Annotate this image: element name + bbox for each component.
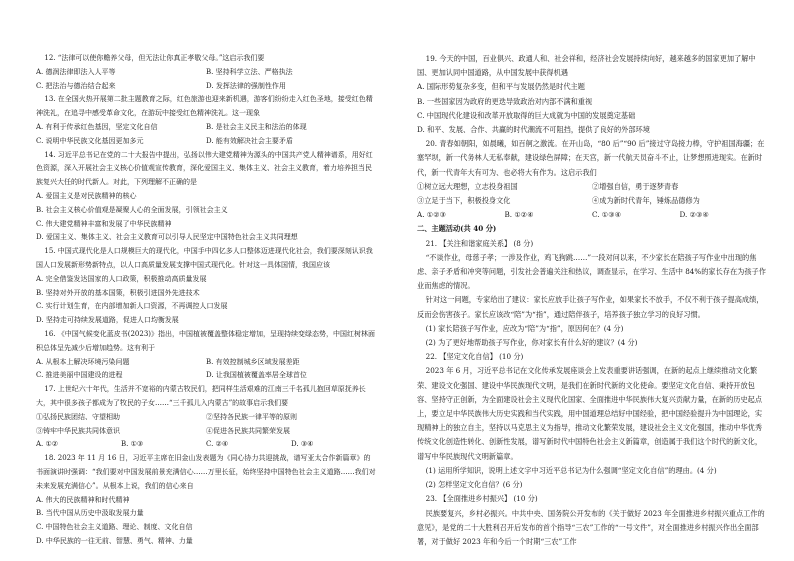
option-b: B. 有效控制城乡区域发展差距 xyxy=(206,357,300,366)
option-c: C. 中国特色社会主义道路、理论、制度、文化自信 xyxy=(36,523,193,532)
statement-4: ④促进各民族共同繁荣发展 xyxy=(206,426,290,435)
option-b: B. 社会主义核心价值观是凝聚人心的全面发展，引领社会主义 xyxy=(36,205,228,214)
statement-1: ①弘扬民族团结、守望相助 xyxy=(36,412,120,421)
sub-question-1: (1) 运用所学知识，说明上述文字中习近平总书记为什么强调“坚定文化自信”的理由。(4 分) xyxy=(425,465,717,475)
option-c: C. 推进美丽中国建设的进程 xyxy=(36,371,123,380)
option-c: C. 实行计划生育，在内部增加新人口资源，不再调控人口发展 xyxy=(36,302,228,311)
option-d: D. 坚持走可持续发展道路，促进人口均衡发展 xyxy=(36,316,179,325)
option-a: A. 从根本上解决环境污染问题 xyxy=(36,357,130,366)
question-stem: 14. 习近平总书记在党的二十大报告中提出，弘扬以伟大建党精神为源头的中国共产党人精神谱系，用好红色资源，深入开展社会主义核心价值观宣传教育，深化爱国主义、集体主义、社会主义教育，着力培养担当民族复兴大任的时代新人。对此，下列理解不正确的是 xyxy=(36,150,373,187)
question-22 xyxy=(417,350,767,492)
question-18 xyxy=(36,452,376,549)
question-title: 23. 【全面推进乡村振兴】 (10 分) xyxy=(425,494,538,504)
right-column xyxy=(417,52,767,549)
question-stem: 17. 上世纪六十年代，生活并不宽裕的内蒙古牧民们，把同样生活艰难的江南三千名孤儿抱回草原抚养长大，其中很多孩子都成为了牧民的子女……“三千孤儿入内蒙古”的故事启示我们要 xyxy=(36,385,366,407)
statement-1: ①树立远大理想，立志投身祖国 xyxy=(417,181,518,191)
question-23 xyxy=(417,492,767,549)
option-b: B. 一些国家因为政府的更迭导致政治对内部不满和重视 xyxy=(417,96,593,106)
question-title: 22. 【坚定文化自信】 (10 分) xyxy=(425,352,524,362)
question-12 xyxy=(36,52,376,93)
option-a: A. 完全借鉴发达国家的人口政策，积极推动高质量发展 xyxy=(36,274,207,283)
option-a: A. 德润法律即法入人平等 xyxy=(36,67,116,76)
question-stem: 16. 《中国气候变化蓝皮书(2023)》指出，中国植被覆盖整体稳定增加，呈现持续变绿态势，中国红树林面积总体呈先减少后增加趋势。这有利于 xyxy=(36,329,376,352)
question-19 xyxy=(417,52,767,137)
left-column xyxy=(36,52,376,549)
material-paragraph: “不谈作业，母慈子孝；一涉及作业，鸡飞狗跳……”一段对问以来，不少家长在陪孩子写作业中出现的焦虑、亲子矛盾和冲突等问题，引发社会普遍关注和热议，调查显示，在学习、生活中 84%的家长存在为孩子作业而焦虑的情况。 xyxy=(417,252,766,291)
option-a: A. 爱国主义是对民族精神的核心 xyxy=(36,191,137,200)
question-21 xyxy=(417,237,767,351)
statement-3: ③立足于当下，积极投身文化 xyxy=(417,196,511,206)
option-b: B. ①③ xyxy=(121,440,144,449)
question-stem: 18. 2023 年 11 月 16 日，习近平主席在旧金山发表题为《同心协力共迎挑战，谱写亚太合作新篇章》的书面演讲时强调：“我们要对中国发展前景充满信心……万里长征，始终坚持中国特色社会主义道路……我们对未来发展充满信心”。从根本上说，我们的信心来自 xyxy=(36,454,376,490)
option-d: D. 能有效解决社会主要矛盾 xyxy=(206,136,293,145)
question-17 xyxy=(36,383,376,452)
option-b: B. 是社会主义民主和法治的体现 xyxy=(206,122,307,131)
option-d: D. 发挥法律的强制性作用 xyxy=(206,81,286,90)
material-paragraph: 2023 年 6 月，习近平总书记在文化传承发展座谈会上发表重要讲话强调，在新的起点上继续推动文化繁荣、建设文化强国、建设中华民族现代文明，是我们在新时代新的文化使命。要坚定文化自信、秉持开放包容、坚持守正创新，为全面建设社会主义现代化国家、全面推进中华民族伟大复兴贡献力量，在新的历史起点上，要立足中华民族伟大历史实践和当代实践，用中国道理总结好中国经验，把中国经验提升为中国理论，实现精神上的独立自主，坚持以马克思主义为指导，推动文化繁荣发展，建设社会主义文化强国，推动中华优秀传统文化创造性转化、创新性发展，谱写新时代中国特色社会主义新篇章，创造属于我们这个时代的新文化，谱写中华民族现代文明新篇章。 xyxy=(417,366,763,461)
question-15 xyxy=(36,245,376,328)
option-b: B. 坚持对外开放的基本国策，积极引进国外先进技术 xyxy=(36,288,200,297)
question-20 xyxy=(417,137,767,222)
sub-question-1: (1) 家长陪孩子写作业，应改为“陪”为“指”，原因何在？(4 分) xyxy=(425,323,624,333)
option-a: A. ①② xyxy=(36,440,59,449)
option-d: D. ③④ xyxy=(291,440,314,449)
question-16 xyxy=(36,328,376,383)
section-heading: 二、主题活动(共 40 分) xyxy=(417,224,497,234)
option-c: C. 说明中华民族文化基因更加多元 xyxy=(36,136,144,145)
option-a: A. ①②③ xyxy=(417,210,447,220)
statement-2: ②增强自信，勇于逐梦青春 xyxy=(592,181,679,191)
question-title: 21. 【关注和谐家庭关系】 (8 分) xyxy=(425,238,534,248)
option-a: A. 国际形势复杂多变，但和平与发展仍然是时代主题 xyxy=(417,82,585,92)
sub-question-2: (2) 为了更好地帮助孩子写作业，你对家长有什么好的建议？(4 分) xyxy=(425,338,638,348)
option-b: B. 当代中国从历史中汲取发展力量 xyxy=(36,509,144,518)
option-c: C. 伟大建党精神丰富和发展了中华民族精神 xyxy=(36,219,172,228)
option-d: D. 中华民族的一往无前、智慧、勇气、精神、力量 xyxy=(36,536,193,545)
option-a: A. 伟大的民族精神和时代精神 xyxy=(36,495,130,504)
option-d: D. 和平、发展、合作、共赢的时代潮流不可阻挡，提供了良好的外部环境 xyxy=(417,125,650,135)
sub-question-2: (2) 怎样坚定文化自信？(6 分) xyxy=(425,480,523,490)
statement-4: ④成为新时代青年，锤炼品德修为 xyxy=(592,196,700,206)
question-stem: 15. 中国式现代化是人口规模巨大的现代化，中国手中四亿多人口整体迈进现代化社会，我们要深刻认识我国人口发展新形势新特点，以人口高质量发展支撑中国式现代化。针对这一具体国情，我国应该 xyxy=(36,247,373,269)
option-b: B. 坚持科学立法、严格执法 xyxy=(206,67,293,76)
option-d: D. ②③④ xyxy=(679,210,709,220)
option-a: A. 有利于传承红色基因，坚定文化自信 xyxy=(36,122,158,131)
question-13 xyxy=(36,93,376,148)
question-stem: 12. “法律可以使你赡养父母，但无法让你真正孝敬父母。”这启示我们要 xyxy=(44,54,265,62)
question-stem: 19. 今天的中国，百业俱兴、政通人和、社会祥和，经济社会发展持续向好，越来越多的国家更加了解中国、更加认同中国道路，从中国发展中获得机遇 xyxy=(417,54,756,78)
option-c: C. ②④ xyxy=(206,440,229,449)
question-14 xyxy=(36,149,376,246)
statement-3: ③铸牢中华民族共同体意识 xyxy=(36,426,120,435)
option-d: D. 让我国植被覆盖率居全球首位 xyxy=(206,371,307,380)
material-paragraph: 针对这一问题，专家给出了建议：家长应放手让孩子写作业，如果家长不放手，不仅不利于孩子提高成绩，反而会伤害孩子。家长应该改“陪”为“指”，通过陪伴孩子，培养孩子独立学习的良好习惯。 xyxy=(417,295,764,319)
material-paragraph: 民族要复兴，乡村必振兴。中共中央、国务院公开发布的《关于做好 2023 年全面推进乡村振兴重点工作的意见》，是党的二十大胜利召开后发布的首个指导“三农”工作的“一号文件”，对全面推进乡村振兴作出全面部署，对于做好 2023 年和今后一个时期“三农”工作 xyxy=(417,508,765,546)
question-stem: 13. 在全国火热开展第二批主题教育之际，红色旅游也迎来新机遇，游客们纷纷走入红色圣地，接受红色精神洗礼，在追寻中感受革命文化，在游玩中接受红色精神洗礼。这一现象 xyxy=(36,95,373,118)
option-b: B. ①②④ xyxy=(504,210,534,220)
statement-2: ②坚持各民族一律平等的原则 xyxy=(206,412,297,421)
option-c: C. 把法治与德治结合起来 xyxy=(36,81,116,90)
option-c: C. ①③④ xyxy=(592,210,622,220)
option-c: C. 中国现代化建设和改革开放取得的巨大成就为中国的发展奠定基础 xyxy=(417,110,636,120)
question-stem: 20. 青春如朝阳，如晨曦，如百舸之激流。在开山岛，“80 后”“90 后”接过守岛接力棒，守护祖国海疆；在塞罕坝，新一代务林人无私奉献，建设绿色屏障；在天宫，新一代航天员奋斗不止，让梦想照进现实。在新时代，新一代青年大有可为、也必将大有作为。这启示我们 xyxy=(417,139,765,177)
option-d: D. 爱国主义、集体主义、社会主义教育可以引导人民坚定中国特色社会主义共同理想 xyxy=(36,233,298,242)
